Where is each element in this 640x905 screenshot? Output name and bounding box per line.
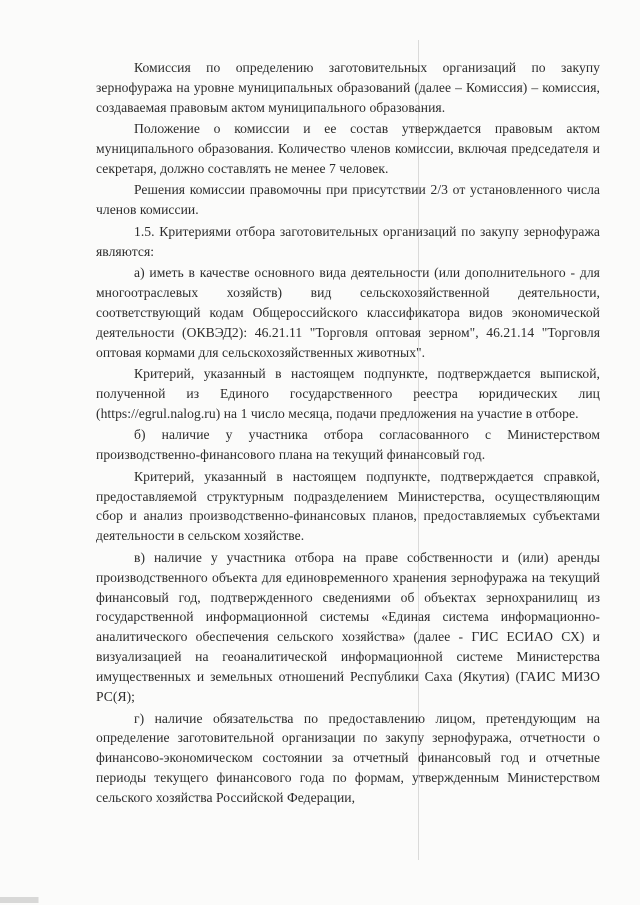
paragraph-criterion-g: г) наличие обязательства по предоставлению лицом, претендующим на определение заготовительной организации по закупу зернофуража, отчетности о финансово-экономическом состоянии за отчетный финансовый год и отчетные периоды текущего финансового года по формам, утвержденным Министерством сельского хозяйства Российской Федерации, (96, 710, 600, 806)
document-body (96, 58, 600, 810)
paragraph-commission-composition: Положение о комиссии и ее состав утверждается правовым актом муниципального образования. Количество членов комиссии, включая председателя и секретаря, должно составлять не менее 7 человек. (96, 121, 600, 177)
paragraph-commission-definition: Комиссия по определению заготовительных организаций по закупу зернофуража на уровне муниципальных образований (далее – Комиссия) – комиссия, создаваемая правовым актом муниципального образования. (96, 60, 600, 115)
paragraph-criterion-b: б) наличие у участника отбора согласованного с Министерством производственно-финансового плана на текущий финансовый год. (96, 427, 600, 463)
paragraph-criterion-a-proof: Критерий, указанный в настоящем подпункте, подтверждается выпиской, полученной из Единого государственного реестра юридических лиц (https://egrul.nalog.ru) на 1 число месяца, подачи предложения на участие в отборе. (96, 366, 600, 421)
scan-bottom-edge (0, 897, 640, 903)
paragraph-commission-quorum: Решения комиссии правомочны при присутствии 2/3 от установленного числа членов комиссии. (96, 182, 600, 218)
paragraph-criterion-v: в) наличие у участника отбора на праве собственности и (или) аренды производственного объекта для единовременного хранения зернофуража на текущий финансовый год, подтвержденного сведениями об объектах зернохранилищ из государственной информационной системы «Единая система информационно-аналитического обеспечения сельского хозяйства» (далее - ГИС ЕСИАО СХ) и визуализацией на геоаналитической информационной системе Министерства имущественных и земельных отношений Республики Саха (Якутия) (ГАИС МИЗО РС(Я); (96, 549, 600, 705)
paragraph-criterion-b-proof: Критерий, указанный в настоящем подпункте, подтверждается справкой, предоставляемой структурным подразделением Министерства, осуществляющим сбор и анализ производственно-финансовых планов, предоставляемых субъектами деятельности в сельском хозяйстве. (96, 468, 600, 544)
paragraph-criterion-a: а) иметь в качестве основного вида деятельности (или дополнительного - для многоотраслевых хозяйств) вид сельскохозяйственной деятельности, соответствующий кодам Общероссийского классификатора видов экономической деятельности (ОКВЭД2): 46.21.11 "Торговля оптовая зерном", 46.21.14 "Торговля оптовая кормами для сельскохозяйственных животных". (96, 265, 600, 360)
paragraph-section-1-5: 1.5. Критериями отбора заготовительных организаций по закупу зернофуража являются: (96, 223, 600, 259)
